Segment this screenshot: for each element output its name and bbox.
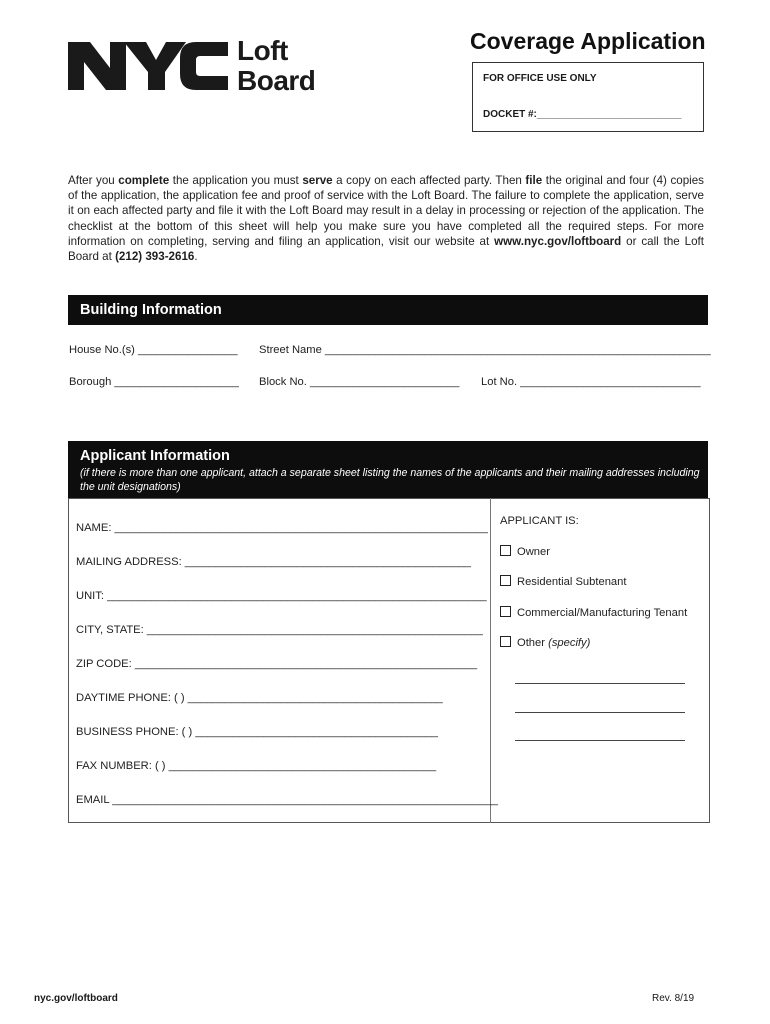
house-number-field[interactable]: House No.(s) ________________ [69,344,238,356]
option-residential-subtenant[interactable]: Residential Subtenant [500,575,626,588]
building-info-header [68,295,708,325]
applicant-info-note: (if there is more than one applicant, attach a separate sheet listing the names of the applicants and their mailing addresses including the unit designations) [80,467,700,493]
footer-revision: Rev. 8/19 [652,993,695,1004]
zip-code-field[interactable]: ZIP CODE: _______________________________________________________ [76,658,478,670]
phone-number: (212) 393-2616 [115,250,195,264]
other-specify-line-2[interactable] [515,711,685,713]
city-state-field[interactable]: CITY, STATE: ______________________________________________________ [76,624,483,636]
mailing-address-field[interactable]: MAILING ADDRESS: ______________________________________________ [76,556,472,568]
option-owner[interactable]: Owner [500,545,550,558]
owner-checkbox[interactable] [500,545,511,556]
intro-paragraph: After you complete the application you must serve a copy on each affected party. Then file the original and four (4) copies of the application, the application fee and proof of service with the Loft Board. The failure to complete the application, serve it on each affected party and file it with the Loft Board may result in a delay in processing or rejection of the application. The checklist at the bottom of this sheet will help you make sure you have completed all the required steps. For more information on completing, serving and filing an application, visit our website at www.nyc.gov/loftboard or call the Loft Board at (212) 393-2616. [68,174,704,264]
applicant-info-title: Applicant Information [80,448,230,464]
other-specify-line-1[interactable] [515,682,685,684]
other-checkbox[interactable] [500,636,511,647]
option-other[interactable]: Other (specify) [500,636,590,649]
commercial-tenant-checkbox[interactable] [500,606,511,617]
unit-field[interactable]: UNIT: _____________________________________________________________ [76,590,487,602]
block-number-field[interactable]: Block No. ________________________ [259,376,460,388]
building-info-title: Building Information [80,302,222,318]
business-phone-field[interactable]: BUSINESS PHONE: ( ) _______________________________________ [76,726,439,738]
office-use-box [472,62,704,132]
applicant-is-label: APPLICANT IS: [500,515,579,527]
nyc-logo [68,38,228,94]
logo-line-loft: Loft [237,35,288,66]
footer-website: nyc.gov/loftboard [34,993,118,1004]
option-commercial-tenant[interactable]: Commercial/Manufacturing Tenant [500,606,687,619]
applicant-info-header [68,441,708,498]
street-name-field[interactable]: Street Name ______________________________________________________________ [259,344,711,356]
borough-field[interactable]: Borough ____________________ [69,376,239,388]
lot-number-field[interactable]: Lot No. _____________________________ [481,376,701,388]
logo-line-board: Board [237,65,316,96]
daytime-phone-field[interactable]: DAYTIME PHONE: ( ) _________________________________________ [76,692,443,704]
website-link[interactable]: www.nyc.gov/loftboard [494,234,622,248]
fax-number-field[interactable]: FAX NUMBER: ( ) ___________________________________________ [76,760,437,772]
email-field[interactable]: EMAIL ______________________________________________________________ [76,794,499,806]
residential-subtenant-checkbox[interactable] [500,575,511,586]
logo-text [237,36,315,96]
office-use-label: FOR OFFICE USE ONLY [483,73,597,84]
docket-field[interactable]: DOCKET #:__________________________ [483,109,682,120]
page-title: Coverage Application [470,28,706,54]
name-field[interactable]: NAME: ____________________________________________________________ [76,522,488,534]
other-specify-line-3[interactable] [515,739,685,741]
applicant-box-divider [490,498,491,823]
